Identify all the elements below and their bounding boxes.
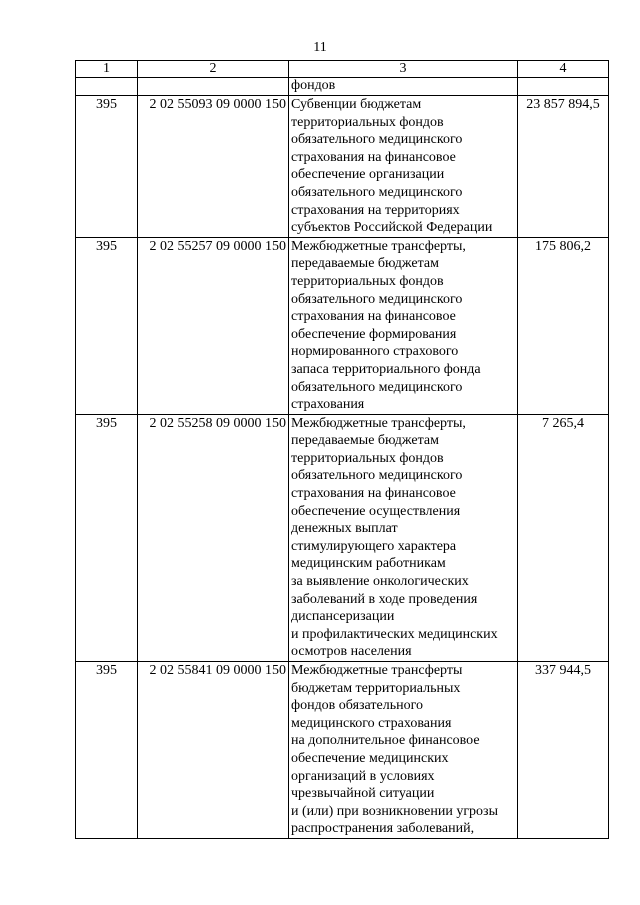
- description-line: чрезвычайной ситуации: [291, 786, 435, 802]
- row-number-cell: 395: [76, 414, 138, 661]
- table-body: [76, 78, 609, 839]
- description-line: нормированного страхового: [291, 344, 459, 360]
- description-line: фондов обязательного: [291, 698, 423, 714]
- description-line: за выявление онкологических: [291, 574, 469, 590]
- description-line: страхования на территориях: [291, 202, 460, 218]
- description-line: обеспечение осуществления: [291, 503, 461, 519]
- description-line: стимулирующего характера: [291, 538, 457, 554]
- description-line: медицинского страхования: [291, 715, 452, 731]
- budget-code-cell: 2 02 55257 09 0000 150: [138, 237, 289, 414]
- description-line: Межбюджетные трансферты,: [291, 238, 466, 254]
- description-line: бюджетам территориальных: [291, 680, 461, 696]
- column-header-3: 3: [289, 61, 518, 78]
- description-line: обязательного медицинского: [291, 468, 463, 484]
- description-line: осмотров населения: [291, 644, 412, 660]
- description-line: Субвенции бюджетам: [291, 97, 422, 112]
- amount-cell: 7 265,4: [518, 414, 609, 661]
- description-line: страхования на финансовое: [291, 149, 456, 165]
- continuation-cell-4: [518, 78, 609, 96]
- description-line: заболеваний в ходе проведения: [291, 591, 478, 607]
- continuation-row: [76, 78, 609, 96]
- description-line: распространения заболеваний,: [291, 821, 475, 837]
- continuation-text: фондов: [289, 78, 518, 96]
- description-line: денежных выплат: [291, 521, 398, 537]
- description-line: диспансеризации: [291, 609, 395, 625]
- description-line: территориальных фондов: [291, 114, 444, 130]
- description-line: медицинским работникам: [291, 556, 446, 572]
- budget-code-cell: 2 02 55841 09 0000 150: [138, 662, 289, 839]
- description-line: и (или) при возникновении угрозы: [291, 803, 498, 819]
- description-line: страхования на финансовое: [291, 486, 456, 502]
- page-number: 11: [313, 40, 327, 55]
- continuation-cell-1: [76, 78, 138, 96]
- description-line: организаций в условиях: [291, 768, 435, 784]
- description-line: на дополнительное финансовое: [291, 733, 480, 749]
- table-row: [76, 662, 609, 839]
- continuation-cell-2: [138, 78, 289, 96]
- description-line: передаваемые бюджетам: [291, 256, 439, 272]
- amount-cell: 337 944,5: [518, 662, 609, 839]
- row-number-cell: 395: [76, 662, 138, 839]
- budget-table: [75, 60, 609, 839]
- amount-cell: 23 857 894,5: [518, 96, 609, 238]
- description-cell: [289, 414, 518, 661]
- amount-cell: 175 806,2: [518, 237, 609, 414]
- description-line: обязательного медицинского: [291, 132, 463, 148]
- column-header-1: 1: [76, 61, 138, 78]
- table-header-row: [76, 61, 609, 78]
- budget-code-cell: 2 02 55093 09 0000 150: [138, 96, 289, 238]
- description-cell: [289, 662, 518, 839]
- table-row: [76, 237, 609, 414]
- description-line: территориальных фондов: [291, 450, 444, 466]
- description-line: обеспечение организации: [291, 167, 445, 183]
- budget-code-cell: 2 02 55258 09 0000 150: [138, 414, 289, 661]
- description-line: субъектов Российской Федерации: [291, 220, 493, 236]
- row-number-cell: 395: [76, 237, 138, 414]
- description-line: обеспечение медицинских: [291, 750, 449, 766]
- description-line: и профилактических медицинских: [291, 626, 498, 642]
- description-line: запаса территориального фонда: [291, 361, 481, 377]
- table-row: [76, 414, 609, 661]
- description-line: передаваемые бюджетам: [291, 433, 439, 449]
- description-line: территориальных фондов: [291, 273, 444, 289]
- column-header-4: 4: [518, 61, 609, 78]
- description-line: обеспечение формирования: [291, 326, 457, 342]
- description-line: обязательного медицинского: [291, 291, 463, 307]
- description-line: обязательного медицинского: [291, 184, 463, 200]
- description-cell: [289, 237, 518, 414]
- description-line: страхования на финансовое: [291, 309, 456, 325]
- description-cell: [289, 96, 518, 238]
- row-number-cell: 395: [76, 96, 138, 238]
- column-header-2: 2: [138, 61, 289, 78]
- description-line: Межбюджетные трансферты,: [291, 415, 466, 431]
- description-line: страхования: [291, 397, 365, 413]
- table-row: [76, 96, 609, 238]
- description-line: обязательного медицинского: [291, 379, 463, 395]
- description-line: Межбюджетные трансферты: [291, 663, 463, 678]
